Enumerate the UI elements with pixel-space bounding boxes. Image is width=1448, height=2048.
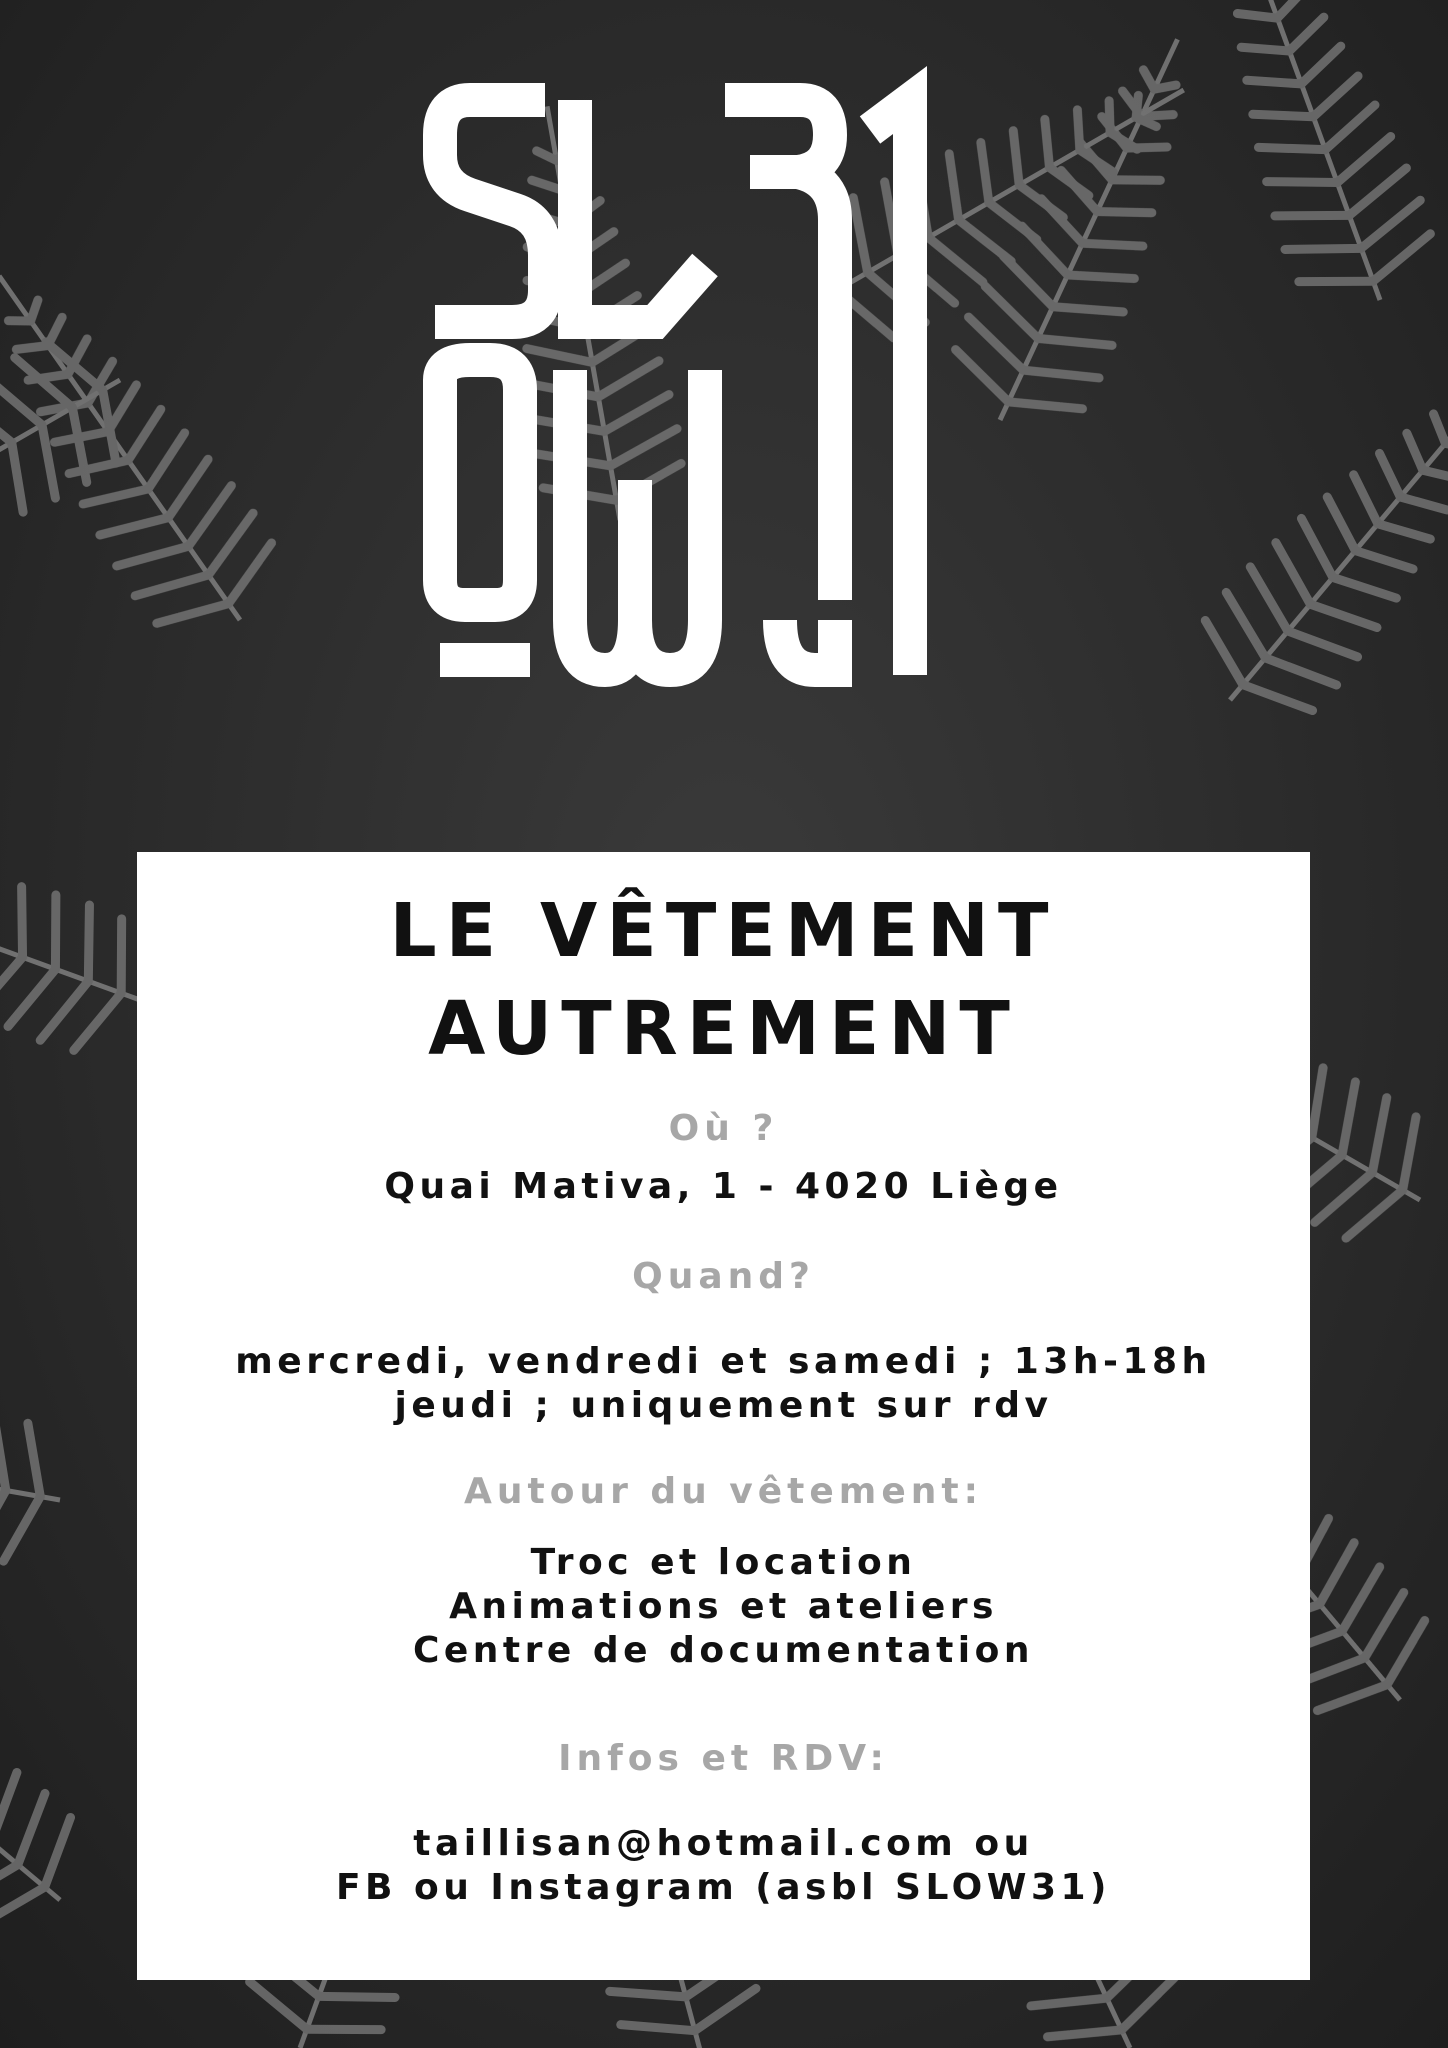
slow31-logo-icon: [400, 60, 1060, 700]
when-label: Quand?: [632, 1256, 815, 1297]
schedule-line: jeudi ; uniquement sur rdv: [394, 1385, 1053, 1426]
headline: [137, 882, 1310, 1078]
info-label: Infos et RDV:: [558, 1738, 889, 1779]
info-card: [137, 852, 1310, 1980]
around-label: Autour du vêtement:: [464, 1471, 983, 1512]
contact-social-line: FB ou Instagram (asbl SLOW31): [335, 1867, 1112, 1908]
when-value: [137, 1340, 1310, 1428]
headline-line-2: AUTREMENT: [428, 986, 1019, 1072]
address-text: Quai Mativa, 1 - 4020 Liège: [384, 1166, 1063, 1207]
contact-email-line: taillisan@hotmail.com ou: [413, 1823, 1034, 1864]
list-item: Animations et ateliers: [449, 1586, 998, 1627]
schedule-line: mercredi, vendredi et samedi ; 13h-18h: [235, 1341, 1212, 1382]
list-item: Troc et location: [530, 1542, 917, 1583]
list-item: Centre de documentation: [412, 1630, 1035, 1671]
headline-line-1: LE VÊTEMENT: [389, 888, 1058, 974]
where-value: [137, 1165, 1310, 1209]
around-list: [137, 1541, 1310, 1673]
where-label: Où ?: [668, 1108, 779, 1149]
info-value: [137, 1822, 1310, 1910]
